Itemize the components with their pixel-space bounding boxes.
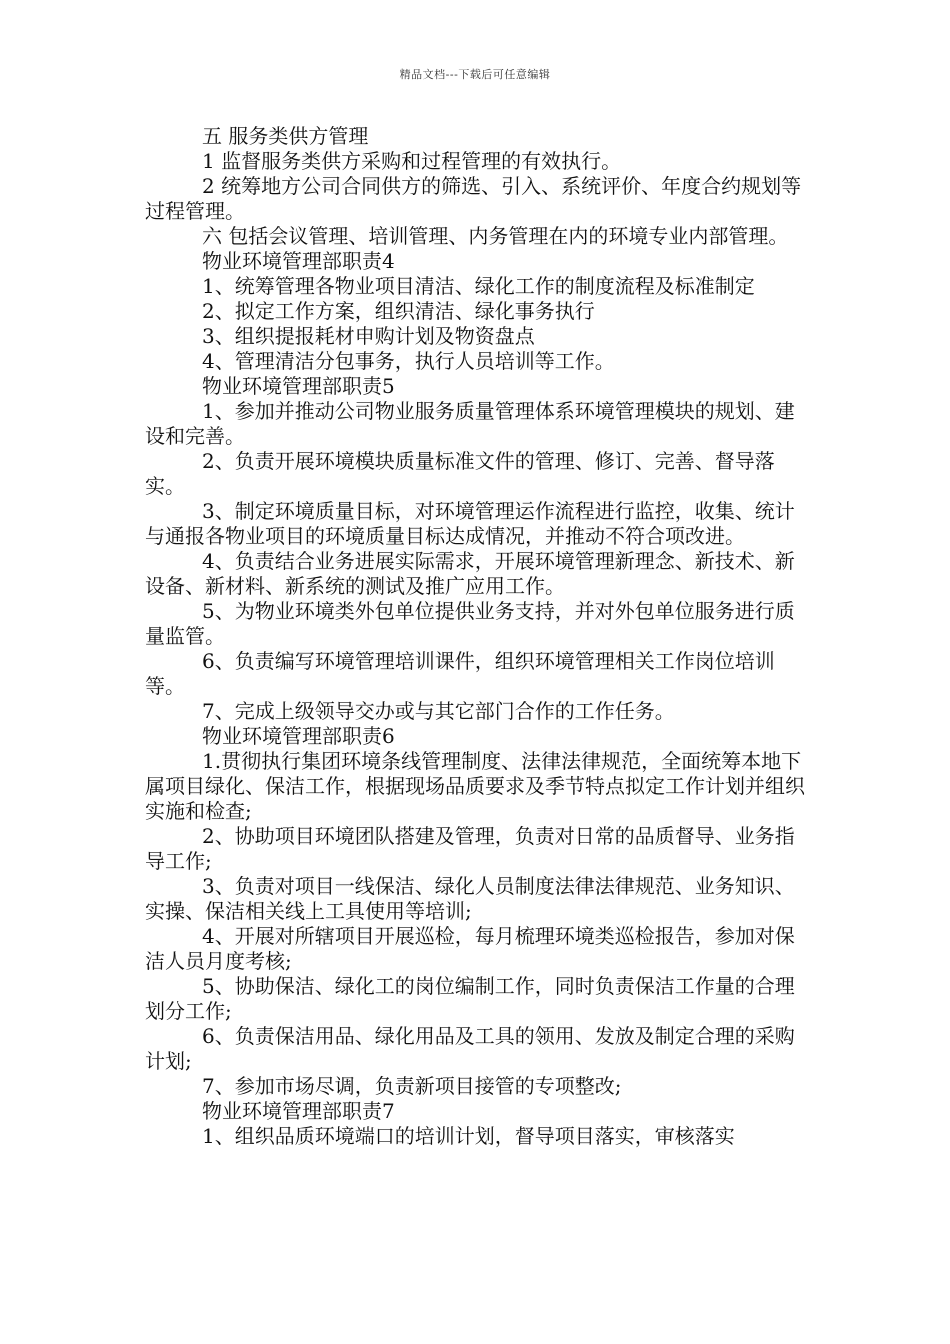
paragraph: 3、组织提报耗材申购计划及物资盘点 [202, 324, 535, 348]
paragraph: 1.贯彻执行集团环境条线管理制度、法律法律规范，全面统筹本地下属项目绿化、保洁工作，根据现场品质要求及季节特点拟定工作计划并组织实施和检查; [145, 749, 805, 823]
paragraph: 1 监督服务类供方采购和过程管理的有效执行。 [202, 149, 622, 173]
paragraph: 7、完成上级领导交办或与其它部门合作的工作任务。 [202, 699, 675, 723]
section-heading: 六 包括会议管理、培训管理、内务管理在内的环境专业内部管理。 [202, 224, 789, 248]
paragraph: 3、制定环境质量目标，对环境管理运作流程进行监控，收集、统计与通报各物业项目的环境质量目标达成情况，并推动不符合项改进。 [145, 499, 795, 548]
paragraph: 2、协助项目环境团队搭建及管理，负责对日常的品质督导、业务指导工作; [145, 824, 795, 873]
paragraph: 3、负责对项目一线保洁、绿化人员制度法律法律规范、业务知识、实操、保洁相关线上工具使用等培训; [145, 874, 795, 923]
section-heading: 物业环境管理部职责6 [202, 724, 395, 748]
paragraph: 4、管理清洁分包事务，执行人员培训等工作。 [202, 349, 615, 373]
paragraph: 2、负责开展环境模块质量标准文件的管理、修订、完善、督导落实。 [145, 449, 775, 498]
section-heading: 物业环境管理部职责7 [202, 1099, 395, 1123]
paragraph: 6、负责保洁用品、绿化用品及工具的领用、发放及制定合理的采购计划; [145, 1024, 795, 1073]
paragraph: 7、参加市场尽调，负责新项目接管的专项整改; [202, 1074, 622, 1098]
paragraph: 2 统筹地方公司合同供方的筛选、引入、系统评价、年度合约规划等过程管理。 [145, 174, 802, 223]
paragraph: 1、参加并推动公司物业服务质量管理体系环境管理模块的规划、建设和完善。 [145, 399, 795, 448]
section-heading: 物业环境管理部职责4 [202, 249, 395, 273]
document-body [145, 124, 809, 1149]
paragraph: 1、组织品质环境端口的培训计划，督导项目落实，审核落实 [202, 1124, 735, 1148]
paragraph: 1、统筹管理各物业项目清洁、绿化工作的制度流程及标准制定 [202, 274, 755, 298]
section-heading: 五 服务类供方管理 [202, 124, 369, 148]
section-heading: 物业环境管理部职责5 [202, 374, 395, 398]
paragraph: 2、拟定工作方案，组织清洁、绿化事务执行 [202, 299, 595, 323]
paragraph: 6、负责编写环境管理培训课件，组织环境管理相关工作岗位培训等。 [145, 649, 775, 698]
paragraph: 4、负责结合业务进展实际需求，开展环境管理新理念、新技术、新设备、新材料、新系统的测试及推广应用工作。 [145, 549, 795, 598]
page-header: 精品文档---下载后可任意编辑 [399, 68, 551, 81]
paragraph: 4、开展对所辖项目开展巡检，每月梳理环境类巡检报告，参加对保洁人员月度考核; [145, 924, 795, 973]
paragraph: 5、为物业环境类外包单位提供业务支持，并对外包单位服务进行质量监管。 [145, 599, 795, 648]
paragraph: 5、协助保洁、绿化工的岗位编制工作，同时负责保洁工作量的合理划分工作; [145, 974, 795, 1023]
